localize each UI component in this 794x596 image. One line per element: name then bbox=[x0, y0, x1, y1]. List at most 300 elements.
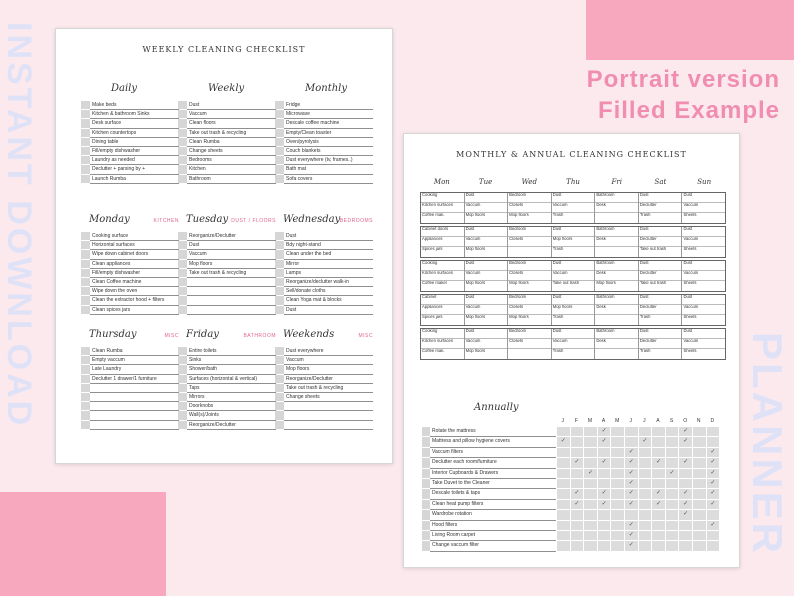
check-icon[interactable]: ✓ bbox=[706, 521, 720, 530]
checkbox[interactable] bbox=[275, 375, 284, 383]
day-cell bbox=[507, 295, 551, 325]
check-icon[interactable]: ✓ bbox=[556, 437, 570, 446]
month-cell[interactable] bbox=[570, 510, 584, 519]
check-icon[interactable]: ✓ bbox=[624, 489, 638, 498]
checkbox[interactable] bbox=[275, 232, 284, 240]
checkbox[interactable] bbox=[275, 296, 284, 304]
month-cell[interactable] bbox=[610, 437, 624, 446]
check-icon[interactable]: ✓ bbox=[706, 489, 720, 498]
checkbox[interactable] bbox=[81, 393, 90, 401]
month-cell[interactable] bbox=[638, 521, 652, 530]
checkbox[interactable] bbox=[275, 175, 284, 183]
weekly-checklist-sheet bbox=[55, 28, 393, 464]
task-text bbox=[284, 421, 373, 430]
month-cell[interactable] bbox=[597, 521, 611, 530]
month-cell[interactable] bbox=[678, 479, 692, 488]
month-cell[interactable] bbox=[638, 510, 652, 519]
checkbox[interactable] bbox=[81, 421, 90, 429]
check-icon[interactable]: ✓ bbox=[706, 500, 720, 509]
checkbox[interactable] bbox=[81, 232, 90, 240]
month-cell[interactable] bbox=[570, 479, 584, 488]
tagline-line-1: Portrait version bbox=[586, 66, 780, 93]
checkbox[interactable] bbox=[275, 129, 284, 137]
month-cell[interactable] bbox=[610, 469, 624, 478]
monthly-sheet-title: MONTHLY & ANNUAL CLEANING CHECKLIST bbox=[456, 150, 687, 159]
task-text: Shower/bath bbox=[187, 365, 276, 374]
month-cell[interactable] bbox=[638, 469, 652, 478]
day-cell bbox=[507, 329, 551, 359]
check-icon[interactable]: ✓ bbox=[597, 458, 611, 467]
month-cell[interactable] bbox=[638, 541, 652, 550]
month-cell[interactable] bbox=[556, 448, 570, 457]
month-cell[interactable] bbox=[706, 531, 720, 540]
month-cell[interactable] bbox=[665, 531, 679, 540]
checkbox[interactable] bbox=[81, 287, 90, 295]
month-cell[interactable] bbox=[692, 448, 706, 457]
month-label: J bbox=[561, 418, 565, 424]
checkbox[interactable] bbox=[422, 541, 430, 550]
checkbox[interactable] bbox=[178, 375, 187, 383]
day-headers bbox=[420, 178, 726, 192]
month-cell[interactable] bbox=[692, 427, 706, 436]
checklist-row bbox=[275, 129, 373, 138]
checkbox[interactable] bbox=[275, 347, 284, 355]
checkbox[interactable] bbox=[81, 278, 90, 286]
check-icon[interactable]: ✓ bbox=[624, 458, 638, 467]
month-cell[interactable] bbox=[651, 479, 665, 488]
task-text: Make beds bbox=[90, 101, 179, 110]
checkbox[interactable] bbox=[178, 287, 187, 295]
checkbox[interactable] bbox=[178, 175, 187, 183]
checkbox[interactable] bbox=[81, 411, 90, 419]
month-cell[interactable] bbox=[583, 500, 597, 509]
day-cell bbox=[594, 227, 638, 257]
checkbox[interactable] bbox=[275, 402, 284, 410]
month-cell[interactable] bbox=[610, 427, 624, 436]
task-text: Cooking surface bbox=[90, 232, 179, 241]
check-icon[interactable]: ✓ bbox=[651, 489, 665, 498]
check-icon[interactable]: ✓ bbox=[597, 489, 611, 498]
checkbox[interactable] bbox=[178, 278, 187, 286]
month-cell[interactable] bbox=[692, 521, 706, 530]
month-cell[interactable] bbox=[610, 500, 624, 509]
month-cell[interactable] bbox=[556, 510, 570, 519]
checkbox[interactable] bbox=[178, 269, 187, 277]
annual-task: Change vaccum filter bbox=[430, 541, 556, 551]
checkbox[interactable] bbox=[275, 365, 284, 373]
check-icon[interactable]: ✓ bbox=[678, 427, 692, 436]
month-cell[interactable] bbox=[665, 500, 679, 509]
checkbox[interactable] bbox=[275, 306, 284, 314]
check-icon[interactable]: ✓ bbox=[570, 489, 584, 498]
month-cell[interactable] bbox=[610, 510, 624, 519]
checkbox[interactable] bbox=[275, 250, 284, 258]
month-cell[interactable] bbox=[665, 479, 679, 488]
check-icon[interactable]: ✓ bbox=[706, 458, 720, 467]
task-text: Change sheets bbox=[187, 147, 276, 156]
month-cell[interactable] bbox=[692, 541, 706, 550]
month-cell[interactable] bbox=[570, 427, 584, 436]
checkbox[interactable] bbox=[275, 241, 284, 249]
month-cell[interactable] bbox=[624, 510, 638, 519]
month-cell[interactable] bbox=[692, 500, 706, 509]
checkbox[interactable] bbox=[178, 110, 187, 118]
month-cell[interactable] bbox=[556, 521, 570, 530]
day-cell bbox=[464, 193, 508, 223]
checkbox[interactable] bbox=[178, 250, 187, 258]
day-header: Wed bbox=[521, 178, 537, 186]
month-cell[interactable] bbox=[638, 479, 652, 488]
day-header: Tue bbox=[478, 178, 493, 186]
check-icon[interactable]: ✓ bbox=[624, 479, 638, 488]
checkbox[interactable] bbox=[422, 469, 430, 478]
month-cell[interactable] bbox=[583, 541, 597, 550]
month-cell[interactable] bbox=[678, 469, 692, 478]
check-icon[interactable]: ✓ bbox=[678, 458, 692, 467]
checkbox[interactable] bbox=[81, 356, 90, 364]
checkbox[interactable] bbox=[81, 260, 90, 268]
month-cell[interactable] bbox=[556, 479, 570, 488]
checklist-row bbox=[275, 347, 373, 356]
month-cell[interactable] bbox=[638, 458, 652, 467]
check-icon[interactable]: ✓ bbox=[624, 521, 638, 530]
checkbox[interactable] bbox=[81, 241, 90, 249]
check-icon[interactable]: ✓ bbox=[597, 500, 611, 509]
checkbox[interactable] bbox=[81, 129, 90, 137]
month-cell[interactable] bbox=[665, 510, 679, 519]
weekly-block bbox=[81, 81, 179, 184]
checkbox[interactable] bbox=[178, 384, 187, 392]
month-cell[interactable] bbox=[706, 427, 720, 436]
task-text bbox=[187, 296, 276, 305]
checkbox[interactable] bbox=[422, 437, 430, 446]
checkbox[interactable] bbox=[178, 296, 187, 304]
month-cell[interactable] bbox=[610, 489, 624, 498]
task-text: Take out trash & recycling bbox=[284, 384, 373, 393]
checkbox[interactable] bbox=[178, 129, 187, 137]
checkbox[interactable] bbox=[81, 296, 90, 304]
checkbox[interactable] bbox=[81, 365, 90, 373]
month-cell[interactable] bbox=[651, 521, 665, 530]
month-cell[interactable] bbox=[597, 469, 611, 478]
check-icon[interactable]: ✓ bbox=[665, 469, 679, 478]
checkbox[interactable] bbox=[178, 156, 187, 164]
weekly-block bbox=[178, 81, 276, 184]
checklist-row bbox=[275, 138, 373, 147]
checkbox[interactable] bbox=[275, 393, 284, 401]
check-icon[interactable]: ✓ bbox=[678, 510, 692, 519]
month-cell[interactable] bbox=[570, 448, 584, 457]
checkbox[interactable] bbox=[275, 110, 284, 118]
cell-task: Bathroom bbox=[595, 193, 638, 203]
checkbox[interactable] bbox=[178, 347, 187, 355]
checkbox[interactable] bbox=[81, 384, 90, 392]
month-cell[interactable] bbox=[651, 437, 665, 446]
month-cell[interactable] bbox=[651, 427, 665, 436]
checkbox[interactable] bbox=[275, 278, 284, 286]
month-cell[interactable] bbox=[665, 448, 679, 457]
month-cell[interactable] bbox=[610, 541, 624, 550]
checkbox[interactable] bbox=[422, 510, 430, 519]
month-cell[interactable] bbox=[692, 458, 706, 467]
month-cell[interactable] bbox=[692, 489, 706, 498]
checkbox[interactable] bbox=[275, 421, 284, 429]
month-label: J bbox=[629, 418, 633, 424]
month-cell[interactable] bbox=[624, 427, 638, 436]
checkbox[interactable] bbox=[81, 347, 90, 355]
month-cell[interactable] bbox=[624, 437, 638, 446]
month-cell[interactable] bbox=[706, 510, 720, 519]
month-cell[interactable] bbox=[692, 479, 706, 488]
month-cell[interactable] bbox=[556, 458, 570, 467]
checkbox[interactable] bbox=[178, 393, 187, 401]
month-cell[interactable] bbox=[610, 458, 624, 467]
month-cell[interactable] bbox=[556, 500, 570, 509]
checkbox[interactable] bbox=[81, 110, 90, 118]
checkbox[interactable] bbox=[178, 147, 187, 155]
checkbox[interactable] bbox=[178, 421, 187, 429]
month-cell[interactable] bbox=[610, 448, 624, 457]
check-icon[interactable]: ✓ bbox=[651, 458, 665, 467]
month-cell[interactable] bbox=[583, 427, 597, 436]
month-cell[interactable] bbox=[556, 489, 570, 498]
month-cell[interactable] bbox=[678, 541, 692, 550]
checkbox[interactable] bbox=[178, 402, 187, 410]
month-cell[interactable] bbox=[556, 541, 570, 550]
block-title: Daily bbox=[111, 83, 138, 94]
month-cell[interactable] bbox=[597, 479, 611, 488]
month-cell[interactable] bbox=[665, 437, 679, 446]
annual-task: Living Room carpet bbox=[430, 531, 556, 541]
month-cell[interactable] bbox=[678, 448, 692, 457]
month-cell[interactable] bbox=[638, 489, 652, 498]
check-icon[interactable]: ✓ bbox=[597, 427, 611, 436]
checkbox[interactable] bbox=[422, 458, 430, 467]
check-icon[interactable]: ✓ bbox=[583, 469, 597, 478]
month-cell[interactable] bbox=[651, 448, 665, 457]
checkbox[interactable] bbox=[81, 175, 90, 183]
month-cell[interactable] bbox=[583, 448, 597, 457]
checkbox[interactable] bbox=[178, 138, 187, 146]
checkbox[interactable] bbox=[275, 165, 284, 173]
checkbox[interactable] bbox=[178, 260, 187, 268]
month-cell[interactable] bbox=[651, 510, 665, 519]
checklist-row bbox=[81, 402, 179, 411]
check-icon[interactable]: ✓ bbox=[651, 500, 665, 509]
cell-task: Take out trash bbox=[639, 247, 667, 251]
checkbox[interactable] bbox=[178, 365, 187, 373]
checkbox[interactable] bbox=[422, 427, 430, 436]
task-text: Empty/Clean toaster bbox=[284, 129, 373, 138]
month-cell[interactable] bbox=[583, 489, 597, 498]
check-icon[interactable]: ✓ bbox=[706, 469, 720, 478]
day-cell bbox=[594, 261, 638, 291]
month-cell[interactable] bbox=[651, 541, 665, 550]
month-cell[interactable] bbox=[638, 448, 652, 457]
checkbox[interactable] bbox=[422, 521, 430, 530]
month-cell[interactable] bbox=[570, 469, 584, 478]
month-cell[interactable] bbox=[651, 469, 665, 478]
checkbox[interactable] bbox=[422, 500, 430, 509]
task-text: Surfaces (horizontal & vertical) bbox=[187, 375, 276, 384]
task-text: Bdy night-stand bbox=[284, 241, 373, 250]
check-icon[interactable]: ✓ bbox=[624, 531, 638, 540]
checkbox[interactable] bbox=[178, 306, 187, 314]
checkbox[interactable] bbox=[275, 101, 284, 109]
check-icon[interactable]: ✓ bbox=[706, 448, 720, 457]
month-cell[interactable] bbox=[570, 531, 584, 540]
checkbox[interactable] bbox=[81, 101, 90, 109]
checkbox[interactable] bbox=[81, 269, 90, 277]
task-text: Take out trash & recycling bbox=[187, 269, 276, 278]
checkbox[interactable] bbox=[422, 479, 430, 488]
weekly-block bbox=[275, 212, 373, 315]
check-icon[interactable]: ✓ bbox=[678, 489, 692, 498]
checkbox[interactable] bbox=[275, 147, 284, 155]
checkbox[interactable] bbox=[275, 119, 284, 127]
check-icon[interactable]: ✓ bbox=[624, 541, 638, 550]
check-icon[interactable]: ✓ bbox=[624, 469, 638, 478]
month-cell[interactable] bbox=[583, 479, 597, 488]
day-cell bbox=[681, 295, 725, 325]
checkbox[interactable] bbox=[81, 147, 90, 155]
check-icon[interactable]: ✓ bbox=[624, 448, 638, 457]
month-cell[interactable] bbox=[665, 489, 679, 498]
day-header: Sun bbox=[697, 178, 712, 186]
checklist-row bbox=[81, 119, 179, 128]
cell-task: Mop floors bbox=[552, 237, 595, 247]
check-icon[interactable]: ✓ bbox=[570, 500, 584, 509]
check-icon[interactable]: ✓ bbox=[678, 437, 692, 446]
checkbox[interactable] bbox=[81, 165, 90, 173]
month-cell[interactable] bbox=[597, 510, 611, 519]
checklist-row bbox=[275, 356, 373, 365]
checkbox[interactable] bbox=[81, 306, 90, 314]
month-cell[interactable] bbox=[610, 479, 624, 488]
checkbox[interactable] bbox=[81, 119, 90, 127]
check-icon[interactable]: ✓ bbox=[597, 437, 611, 446]
month-cell[interactable] bbox=[597, 531, 611, 540]
checkbox[interactable] bbox=[422, 448, 430, 457]
checkbox[interactable] bbox=[81, 250, 90, 258]
month-cell[interactable] bbox=[610, 531, 624, 540]
planner-label: PLANNER bbox=[744, 332, 791, 557]
checklist-row bbox=[81, 138, 179, 147]
month-cell[interactable] bbox=[665, 458, 679, 467]
month-cell[interactable] bbox=[638, 531, 652, 540]
month-cell[interactable] bbox=[556, 427, 570, 436]
checkbox[interactable] bbox=[178, 241, 187, 249]
cell-task: Vaccum bbox=[552, 339, 595, 349]
month-cell[interactable] bbox=[665, 521, 679, 530]
checkbox[interactable] bbox=[81, 375, 90, 383]
month-cell[interactable] bbox=[692, 531, 706, 540]
cell-task: Dust bbox=[639, 295, 682, 305]
check-icon[interactable]: ✓ bbox=[706, 479, 720, 488]
month-cell[interactable] bbox=[678, 531, 692, 540]
checkbox[interactable] bbox=[275, 287, 284, 295]
check-icon[interactable]: ✓ bbox=[638, 437, 652, 446]
month-cell[interactable] bbox=[665, 427, 679, 436]
checkbox[interactable] bbox=[178, 165, 187, 173]
checklist-row bbox=[178, 232, 276, 241]
month-cell[interactable] bbox=[583, 458, 597, 467]
month-cell[interactable] bbox=[678, 521, 692, 530]
checklist-row bbox=[275, 165, 373, 174]
task-text: Wall(s)/Joints bbox=[187, 411, 276, 420]
month-cell[interactable] bbox=[692, 469, 706, 478]
month-cell[interactable] bbox=[706, 437, 720, 446]
cell-task: Mop floors bbox=[465, 247, 486, 251]
check-icon[interactable]: ✓ bbox=[570, 458, 584, 467]
checkbox[interactable] bbox=[275, 356, 284, 364]
cell-task: Vaccum bbox=[682, 271, 725, 281]
month-cell[interactable] bbox=[570, 521, 584, 530]
checkbox[interactable] bbox=[178, 411, 187, 419]
checkbox[interactable] bbox=[275, 411, 284, 419]
check-icon[interactable]: ✓ bbox=[678, 500, 692, 509]
checkbox[interactable] bbox=[178, 356, 187, 364]
month-cell[interactable] bbox=[692, 437, 706, 446]
checkbox[interactable] bbox=[178, 232, 187, 240]
checkbox[interactable] bbox=[81, 402, 90, 410]
month-cell[interactable] bbox=[556, 531, 570, 540]
month-cell[interactable] bbox=[651, 531, 665, 540]
checkbox[interactable] bbox=[275, 384, 284, 392]
checklist-row bbox=[275, 110, 373, 119]
month-cell[interactable] bbox=[583, 510, 597, 519]
month-cell[interactable] bbox=[570, 437, 584, 446]
month-cell[interactable] bbox=[570, 541, 584, 550]
cell-task: Bathroom bbox=[595, 227, 638, 237]
checkbox[interactable] bbox=[81, 138, 90, 146]
checkbox[interactable] bbox=[178, 119, 187, 127]
checkbox[interactable] bbox=[275, 156, 284, 164]
annual-row bbox=[422, 427, 722, 437]
checkbox[interactable] bbox=[275, 260, 284, 268]
month-cell[interactable] bbox=[597, 448, 611, 457]
month-cell[interactable] bbox=[583, 437, 597, 446]
month-cell[interactable] bbox=[706, 541, 720, 550]
cell-task: Mop floors bbox=[465, 315, 486, 319]
month-cell[interactable] bbox=[665, 541, 679, 550]
month-cell[interactable] bbox=[638, 500, 652, 509]
checkbox[interactable] bbox=[275, 269, 284, 277]
checkbox[interactable] bbox=[275, 138, 284, 146]
task-text: Clean Rumba bbox=[90, 347, 179, 356]
month-cell[interactable] bbox=[597, 541, 611, 550]
checkbox[interactable] bbox=[81, 156, 90, 164]
checklist-row bbox=[81, 365, 179, 374]
checkbox[interactable] bbox=[422, 489, 430, 498]
month-cell[interactable] bbox=[583, 521, 597, 530]
checkbox[interactable] bbox=[178, 101, 187, 109]
task-text: Declutter 1 drawer/1 furniture bbox=[90, 375, 179, 384]
check-icon[interactable]: ✓ bbox=[624, 500, 638, 509]
checkbox[interactable] bbox=[422, 531, 430, 540]
month-cell[interactable] bbox=[556, 469, 570, 478]
cell-task: Dust bbox=[465, 329, 508, 339]
checklist-row bbox=[178, 287, 276, 296]
annual-row bbox=[422, 531, 722, 541]
month-cell[interactable] bbox=[583, 531, 597, 540]
cell-task: Mop floors bbox=[552, 305, 595, 315]
month-cell[interactable] bbox=[692, 510, 706, 519]
block-subtitle: BEDROOMS bbox=[339, 218, 373, 224]
month-cell[interactable] bbox=[610, 521, 624, 530]
month-cell[interactable] bbox=[638, 427, 652, 436]
cell-task: Desk bbox=[595, 339, 638, 349]
